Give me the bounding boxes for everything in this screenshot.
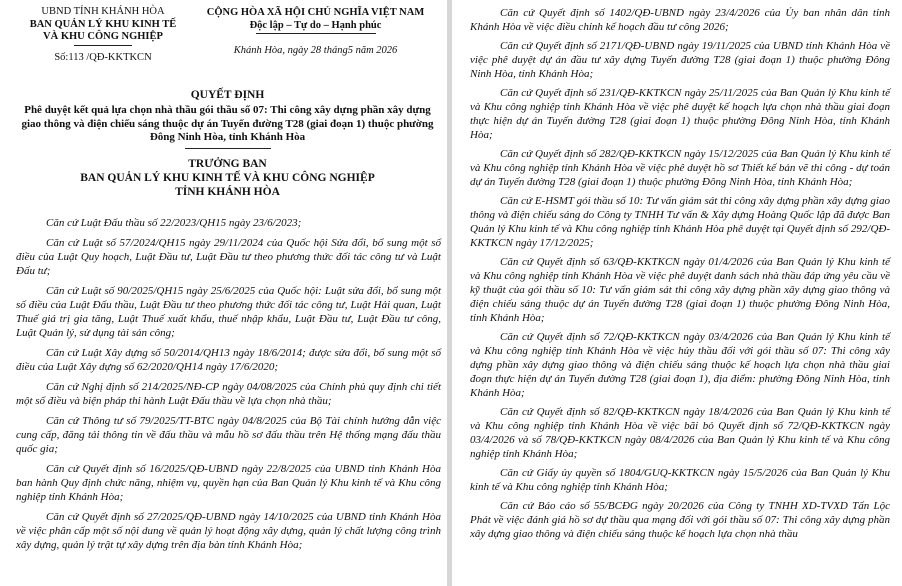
authority-title: TRƯỞNG BAN	[188, 158, 267, 170]
legal-basis-item: Căn cứ Luật Đấu thầu số 22/2023/QH15 ngày 23/6/2023;	[46, 217, 302, 229]
authority-agency: BAN QUẢN LÝ KHU KINH TẾ VÀ KHU CÔNG NGHIỆP	[80, 172, 375, 184]
legal-basis-item: Căn cứ Quyết định số 27/2025/QĐ-UBND ngày 14/10/2025 của UBND tỉnh Khánh Hòa về việc phân cấp một số nội dung về quản lý hoạt động xây dựng, quản lý chất lượng công trình xây dựng, quản lý trật tự xây dựng trên địa bàn tỉnh Khánh Hòa;	[16, 511, 441, 551]
legal-basis-item: Căn cứ Luật Xây dựng số 50/2014/QH13 ngày 18/6/2014; được sửa đổi, bổ sung một số điều của Luật Xây dựng số 62/2020/QH14 ngày 17/6/2020;	[16, 347, 441, 373]
document-type: QUYẾT ĐỊNH	[190, 89, 265, 101]
legal-basis-list-right	[470, 6, 890, 546]
agency-parent: UBND TỈNH KHÁNH HÒA	[41, 6, 165, 17]
issuing-agency-block	[14, 6, 192, 64]
legal-basis-item: Căn cứ Quyết định số 1402/QĐ-UBND ngày 23/4/2026 của Ủy ban nhân dân tỉnh Khánh Hòa về việc điều chỉnh kế hoạch đầu tư công 2026;	[470, 7, 890, 33]
agency-name-line2: VÀ KHU CÔNG NGHIỆP	[43, 31, 163, 42]
legal-basis-item: Căn cứ Luật số 57/2024/QH15 ngày 29/11/2024 của Quốc hội Sửa đổi, bổ sung một số điều của Luật Quy hoạch, Luật Đầu tư, Luật Đầu tư theo phương thức đối tác công tư và Luật Đấu tư;	[16, 237, 441, 277]
legal-basis-item: Căn cứ Quyết định số 282/QĐ-KKTKCN ngày 15/12/2025 của Ban Quản lý Khu kinh tế và Khu công nghiệp tỉnh Khánh Hòa về việc phê duyệt hồ sơ Thiết kế bản vẽ thi công - dự toán dự án Tuyến đường T28 (giai đoạn 1) thuộc phường Đông Ninh Hòa, tỉnh Khánh Hòa;	[470, 148, 890, 188]
agency-underline	[74, 45, 132, 46]
legal-basis-item: Căn cứ Báo cáo số 55/BCĐG ngày 20/2026 của Công ty TNHH XD-TVXD Tấn Lộc Phát về việc đánh giá hồ sơ dự thầu qua mạng đối với gói thầu số 07: Thi công xây dựng phần xây dựng giao thông và điện chiếu sáng thuộc kế hoạch lựa chọn nhà thầu	[470, 500, 890, 540]
subject-underline	[185, 148, 271, 149]
legal-basis-item: Căn cứ Giấy ủy quyền số 1804/GUQ-KKTKCN ngày 15/5/2026 của Ban Quản lý Khu kinh tế và Khu công nghiệp tỉnh Khánh Hòa;	[470, 467, 890, 493]
legal-basis-list-left	[16, 216, 441, 558]
legal-basis-item: Căn cứ Quyết định số 231/QĐ-KKTKCN ngày 25/11/2025 của Ban Quản lý Khu kinh tế và Khu công nghiệp tỉnh Khánh Hòa về việc phê duyệt kế hoạch lựa chọn nhà thầu giai đoạn thực hiện dự án Tuyến đường T28 (giai đoạn 1) thuộc phường Đông Ninh Hòa, tỉnh Khánh Hòa;	[470, 87, 890, 141]
document-page-right	[452, 0, 902, 586]
document-page-left	[0, 0, 447, 586]
legal-basis-item: Căn cứ Quyết định số 2171/QĐ-UBND ngày 19/11/2025 của UBND tỉnh Khánh Hòa về việc phê duyệt dự án đầu tư xây dựng Tuyến đường T28 (giai đoạn 1) thuộc phường Đông Ninh Hòa, tỉnh Khánh Hòa;	[470, 40, 890, 80]
legal-basis-item: Căn cứ E-HSMT gói thầu số 10: Tư vấn giám sát thi công xây dựng phần xây dựng giao thông và điện chiếu sáng do Công ty TNHH Tư vấn & Xây dựng Hoàng Quốc lập đã được Ban Quản lý Khu kinh tế và Khu công nghiệp tỉnh Khánh Hòa phê duyệt tại Quyết định số 292/QĐ-KKTKCN ngày 17/12/2025;	[470, 195, 890, 249]
national-title-block	[192, 6, 439, 57]
place-and-date: Khánh Hòa, ngày 28 tháng5 năm 2026	[233, 45, 398, 56]
legal-basis-item: Căn cứ Quyết định số 63/QĐ-KKTKCN ngày 01/4/2026 của Ban Quản lý Khu kinh tế và Khu công nghiệp tỉnh Khánh Hòa về việc phê duyệt danh sách nhà thầu đáp ứng yêu cầu về kỹ thuật của gói thầu số 10: Tư vấn giám sát thi công xây dựng phần xây dựng giao thông và điện chiếu sáng thuộc dự án Tuyến đường T28 (giai đoạn 1) thuộc phường Đông Ninh Hòa, tỉnh Khánh Hòa;	[470, 256, 890, 324]
document-number: Số:113 /QĐ-KKTKCN	[54, 51, 152, 63]
agency-name-line1: BAN QUẢN LÝ KHU KINH TẾ	[29, 18, 177, 30]
legal-basis-item: Căn cứ Thông tư số 79/2025/TT-BTC ngày 04/8/2025 của Bộ Tài chính hướng dẫn việc cung cấp, đăng tải thông tin về đấu thầu và mẫu hồ sơ đấu thầu trên Hệ thống mạng đấu thầu quốc gia;	[16, 415, 441, 455]
legal-basis-item: Căn cứ Quyết định số 16/2025/QĐ-UBND ngày 22/8/2025 của UBND tỉnh Khánh Hòa ban hành Quy định chức năng, nhiệm vụ, quyền hạn của Ban Quản lý Khu kinh tế và Khu công nghiệp tỉnh Khánh Hòa;	[16, 463, 441, 503]
motto-underline	[256, 33, 376, 34]
issuing-authority-block	[20, 157, 435, 199]
national-motto: Độc lập – Tự do – Hạnh phúc	[249, 20, 382, 31]
legal-basis-item: Căn cứ Nghị định số 214/2025/NĐ-CP ngày 04/08/2025 của Chính phủ quy định chi tiết một số điều và biện pháp thi hành Luật Đấu thầu về lựa chọn nhà thầu;	[16, 381, 441, 407]
authority-province: TỈNH KHÁNH HÒA	[175, 186, 280, 198]
document-subject: Phê duyệt kết quả lựa chọn nhà thầu gói thầu số 07: Thi công xây dựng phần xây dựng giao thông và điện chiếu sáng thuộc dự án Tuyến đường T28 (giai đoạn 1) thuộc phường Đông Ninh Hòa, tỉnh Khánh Hòa	[21, 104, 434, 143]
document-title-block	[20, 88, 435, 149]
legal-basis-item: Căn cứ Quyết định số 72/QĐ-KKTKCN ngày 03/4/2026 của Ban Quản lý Khu kinh tế và Khu công nghiệp tỉnh Khánh Hòa về việc hủy thầu đối với gói thầu số 07: Thi công xây dựng phần xây dựng giao thông và điện chiếu sáng thuộc kế hoạch lựa chọn nhà thầu giai đoạn thực hiện dự án Tuyến đường T28 (giai đoạn 1), địa điểm: phường Đông Ninh Hòa, tỉnh Khánh Hòa;	[470, 331, 890, 399]
document-header	[14, 6, 439, 70]
legal-basis-item: Căn cứ Luật số 90/2025/QH15 ngày 25/6/2025 của Quốc hội: Luật sửa đổi, bổ sung một số điều của Luật Đấu thầu, Luật Đầu tư theo phương thức đối tác công tư, Luật Hải quan, Luật Thuế giá trị gia tăng, Luật Thuế xuất khẩu, thuế nhập khẩu, Luật Đầu tư, Luật Đầu tư công, Luật Quản lý, sử dụng tài sản công;	[16, 285, 441, 339]
legal-basis-item: Căn cứ Quyết định số 82/QĐ-KKTKCN ngày 18/4/2026 của Ban Quản lý Khu kinh tế và Khu công nghiệp tỉnh Khánh Hòa về việc bãi bỏ Quyết định số 72/QĐ-KKTKCN ngày 03/4/2026 và số 78/QĐ-KKTKCN ngày 08/4/2026 của Ban Quản lý Khu kinh tế và Khu công nghiệp tỉnh Khánh Hòa;	[470, 406, 890, 460]
national-title: CỘNG HÒA XÃ HỘI CHỦ NGHĨA VIỆT NAM	[206, 7, 425, 18]
